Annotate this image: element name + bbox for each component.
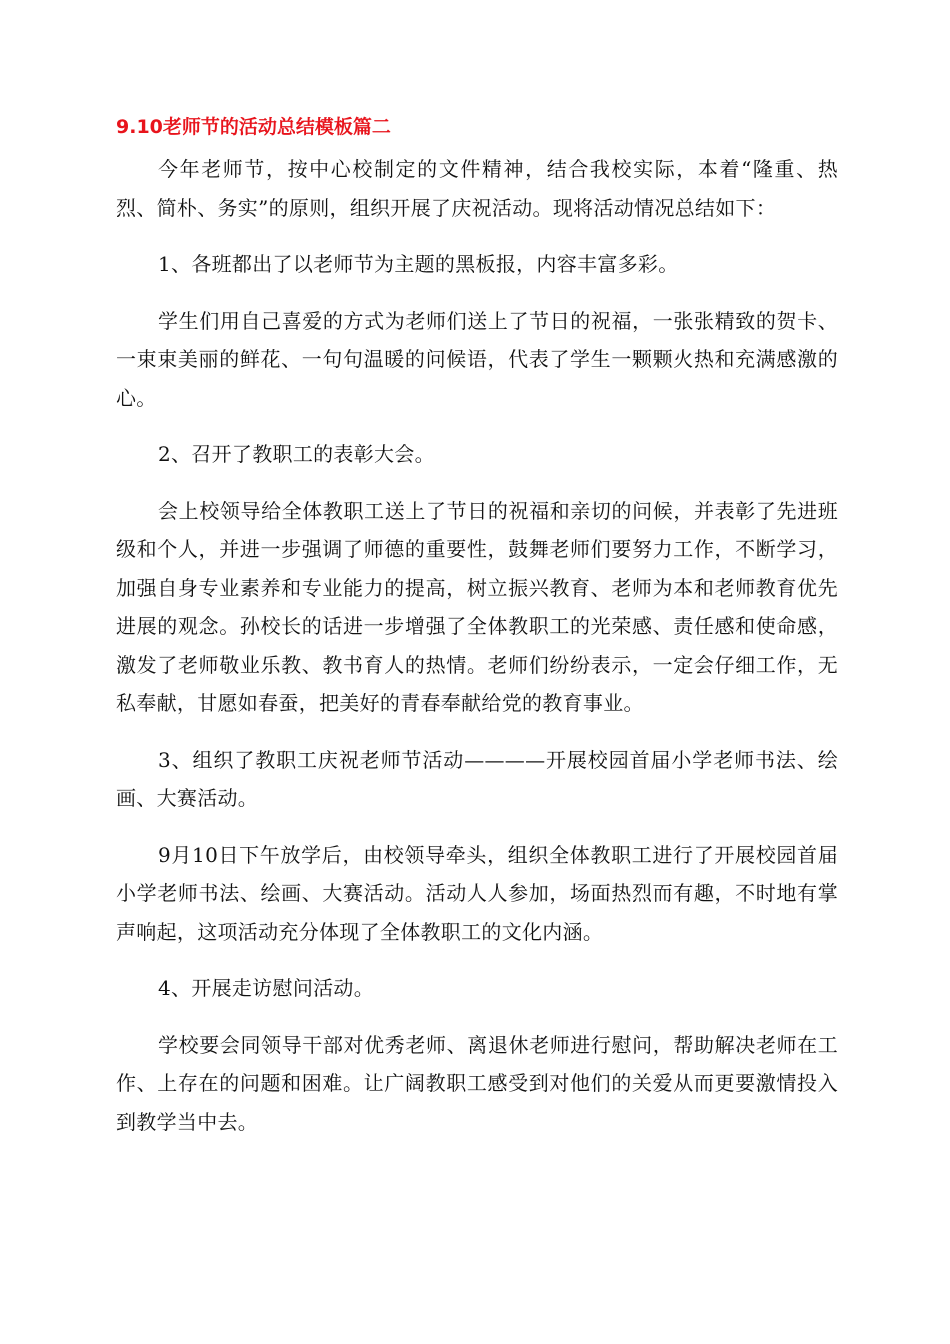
paragraph-item-3-heading: 3、组织了教职工庆祝老师节活动————开展校园首届小学老师书法、绘画、大赛活动。: [116, 747, 838, 810]
paragraph-item-1-heading: 1、各班都出了以老师节为主题的黑板报，内容丰富多彩。: [158, 252, 679, 276]
paragraph-item-4-heading: 4、开展走访慰问活动。: [158, 976, 375, 1000]
paragraph-item-1-body: 学生们用自己喜爱的方式为老师们送上了节日的祝福，一张张精致的贺卡、一束束美丽的鲜花、一句句温暖的问候语，代表了学生一颗颗火热和充满感激的心。: [116, 308, 838, 410]
paragraph-item-4-body: 学校要会同领导干部对优秀老师、离退休老师进行慰问，帮助解决老师在工作、上存在的问题和困难。让广阔教职工感受到对他们的关爱从而更要激情投入到教学当中去。: [116, 1032, 838, 1134]
paragraph-item-2-body: 会上校领导给全体教职工送上了节日的祝福和亲切的问候，并表彰了先进班级和个人，并进一步强调了师德的重要性，鼓舞老师们要努力工作，不断学习，加强自身专业素养和专业能力的提高，树立振兴教育、老师为本和老师教育优先进展的观念。孙校长的话进一步增强了全体教职工的光荣感、责任感和使命感，激发了老师敬业乐教、教书育人的热情。老师们纷纷表示，一定会仔细工作，无私奉献，甘愿如春蚕，把美好的青春奉献给党的教育事业。: [116, 498, 838, 715]
paragraph-item-2-heading: 2、召开了教职工的表彰大会。: [158, 442, 435, 466]
paragraph-item-3-body: 9月10日下午放学后，由校领导牵头，组织全体教职工进行了开展校园首届小学老师书法、绘画、大赛活动。活动人人参加，场面热烈而有趣，不时地有掌声响起，这项活动充分体现了全体教职工的文化内涵。: [116, 842, 838, 944]
document-title: 9.10老师节的活动总结模板篇二: [116, 116, 391, 138]
document-page: [116, 112, 838, 1159]
paragraph-intro: 今年老师节，按中心校制定的文件精神，结合我校实际，本着“隆重、热烈、简朴、务实”的原则，组织开展了庆祝活动。现将活动情况总结如下：: [116, 157, 838, 220]
